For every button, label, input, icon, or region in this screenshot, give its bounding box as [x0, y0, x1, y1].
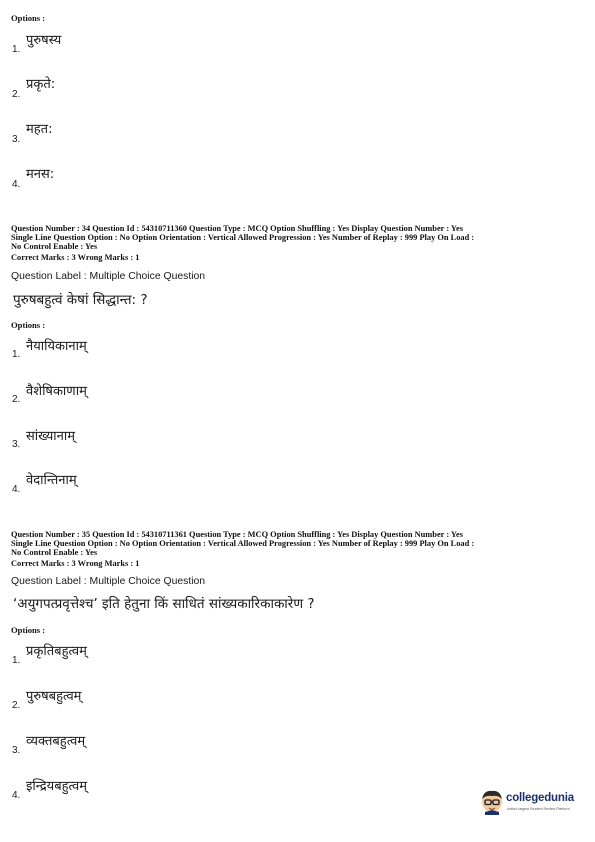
brand-name: collegedunia [506, 792, 574, 804]
meta-line: No Control Enable : Yes [11, 242, 98, 252]
option-number: 2. [12, 700, 21, 711]
options-heading-q34: Options : [11, 320, 46, 330]
option-number: 2. [12, 89, 21, 100]
meta-line: Question Number : 35 Question Id : 54310711361 Question Type : MCQ Option Shuffling : Yes Display Question Number : Yes [11, 530, 463, 539]
option-number: 1. [12, 349, 21, 360]
option-number: 3. [12, 745, 21, 756]
marks-line: Correct Marks : 3 Wrong Marks : 1 [11, 558, 140, 568]
option-text: प्रकृते: [26, 77, 56, 92]
meta-line: Single Line Question Option : No Option Orientation : Vertical Allowed Progression : Yes Number of Replay : 999 Play On Load : [11, 539, 475, 549]
options-heading-q35: Options : [11, 625, 46, 635]
q35-question-text: ‘अयुगपत्प्रवृत्तेश्च’ इति हेतुना किं साधितं सांख्यकारिकाकारेण ? [13, 596, 315, 612]
collegedunia-logo [480, 789, 580, 817]
q34-question-label: Question Label : Multiple Choice Question [11, 271, 206, 282]
option-text: वैशेषिकाणाम् [26, 384, 87, 399]
option-number: 1. [12, 44, 21, 55]
q34-question-text: पुरुषबहुत्वं केषां सिद्धान्त: ? [13, 292, 148, 308]
options-heading-q33: Options : [11, 13, 46, 23]
option-number: 3. [12, 439, 21, 450]
option-number: 2. [12, 394, 21, 405]
option-text: पुरुषस्य [26, 33, 62, 48]
option-text: नैयायिकानाम् [26, 339, 87, 354]
option-text: सांख्यानाम् [26, 429, 76, 444]
meta-line: Question Number : 34 Question Id : 54310711360 Question Type : MCQ Option Shuffling : Yes Display Question Number : Yes [11, 224, 463, 233]
option-text: व्यक्तबहुत्वम् [26, 734, 86, 749]
option-number: 1. [12, 655, 21, 666]
meta-line: Single Line Question Option : No Option Orientation : Vertical Allowed Progression : Yes Number of Replay : 999 Play On Load : [11, 233, 475, 243]
q35-question-label: Question Label : Multiple Choice Question [11, 576, 206, 587]
option-text: वेदान्तिनाम् [26, 473, 77, 488]
option-text: महत: [26, 122, 53, 137]
option-text: इन्द्रियबहुत्वम् [26, 779, 87, 794]
marks-line: Correct Marks : 3 Wrong Marks : 1 [11, 252, 140, 262]
q35-meta [11, 530, 583, 568]
option-text: प्रकृतिबहुत्वम् [26, 644, 87, 659]
option-number: 4. [12, 179, 21, 190]
meta-line: No Control Enable : Yes [11, 548, 98, 558]
student-mascot-icon [480, 789, 504, 815]
option-number: 4. [12, 790, 21, 801]
option-text: पुरुषबहुत्वम् [26, 689, 82, 704]
option-number: 4. [12, 484, 21, 495]
brand-tagline: India's largest Student Review Platform [507, 807, 570, 811]
option-number: 3. [12, 134, 21, 145]
option-text: मनस: [26, 167, 55, 182]
q34-meta [11, 224, 583, 262]
